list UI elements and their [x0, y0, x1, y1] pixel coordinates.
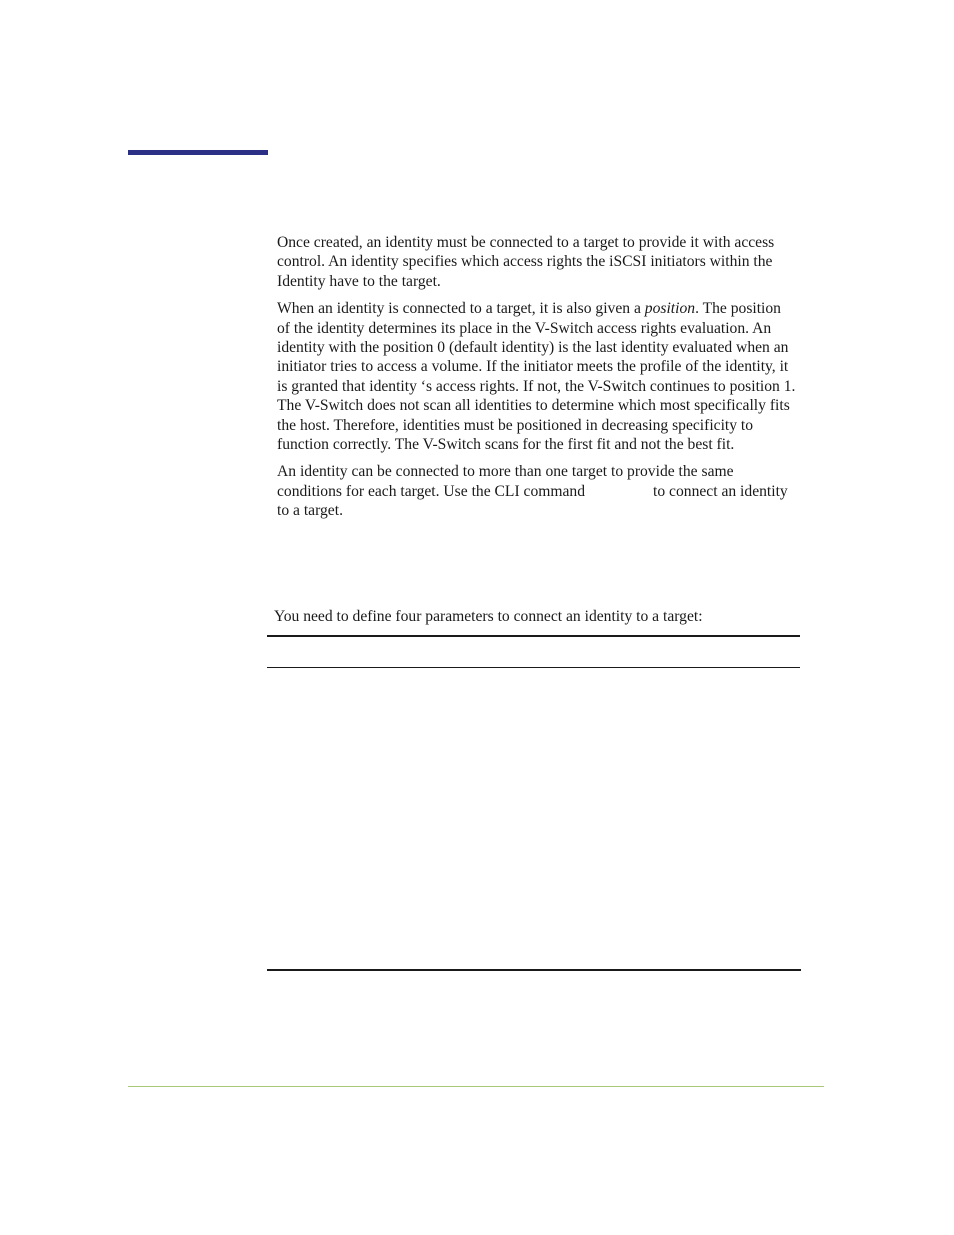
paragraph-multiple-targets	[277, 462, 797, 520]
table-bottom-rule	[267, 969, 801, 971]
paragraph-3-lead: An identity can be connected to more than one target to provide the same conditions for each target. Use the CLI command	[277, 463, 734, 500]
section-body	[277, 233, 797, 529]
section-accent-bar	[128, 150, 268, 155]
paragraph-position	[277, 299, 797, 454]
paragraph-2-lead: When an identity is connected to a target, it is also given a	[277, 300, 645, 318]
footer-rule	[128, 1086, 824, 1087]
paragraph-access-control	[277, 233, 797, 291]
position-term: position	[644, 300, 696, 318]
parameters-intro: You need to define four parameters to connect an identity to a target:	[274, 608, 703, 625]
paragraph-1-text: Once created, an identity must be connected to a target to provide it with access control. An identity specifies which access rights the iSCSI initiators within the Identity have to the target.	[277, 234, 775, 290]
paragraph-2-rest: . The position of the identity determines its place in the V-Switch access rights evaluation. An identity with the position 0 (default identity) is the last identity evaluated when an initiator tries to access a volume. If the initiator meets the profile of the identity, it is granted that identity ‘s access rights. If not, the V-Switch continues to position 1. The V-Switch does not scan all identities to determine which most specifically fits the host. Therefore, identities must be positioned in decreasing specificity to function correctly. The V-Switch scans for the first fit and not the best fit.	[277, 300, 796, 454]
table-top-rule	[267, 635, 800, 637]
table-header-rule	[267, 667, 800, 668]
paragraph-3-rest: to connect an identity to a target.	[277, 482, 788, 520]
